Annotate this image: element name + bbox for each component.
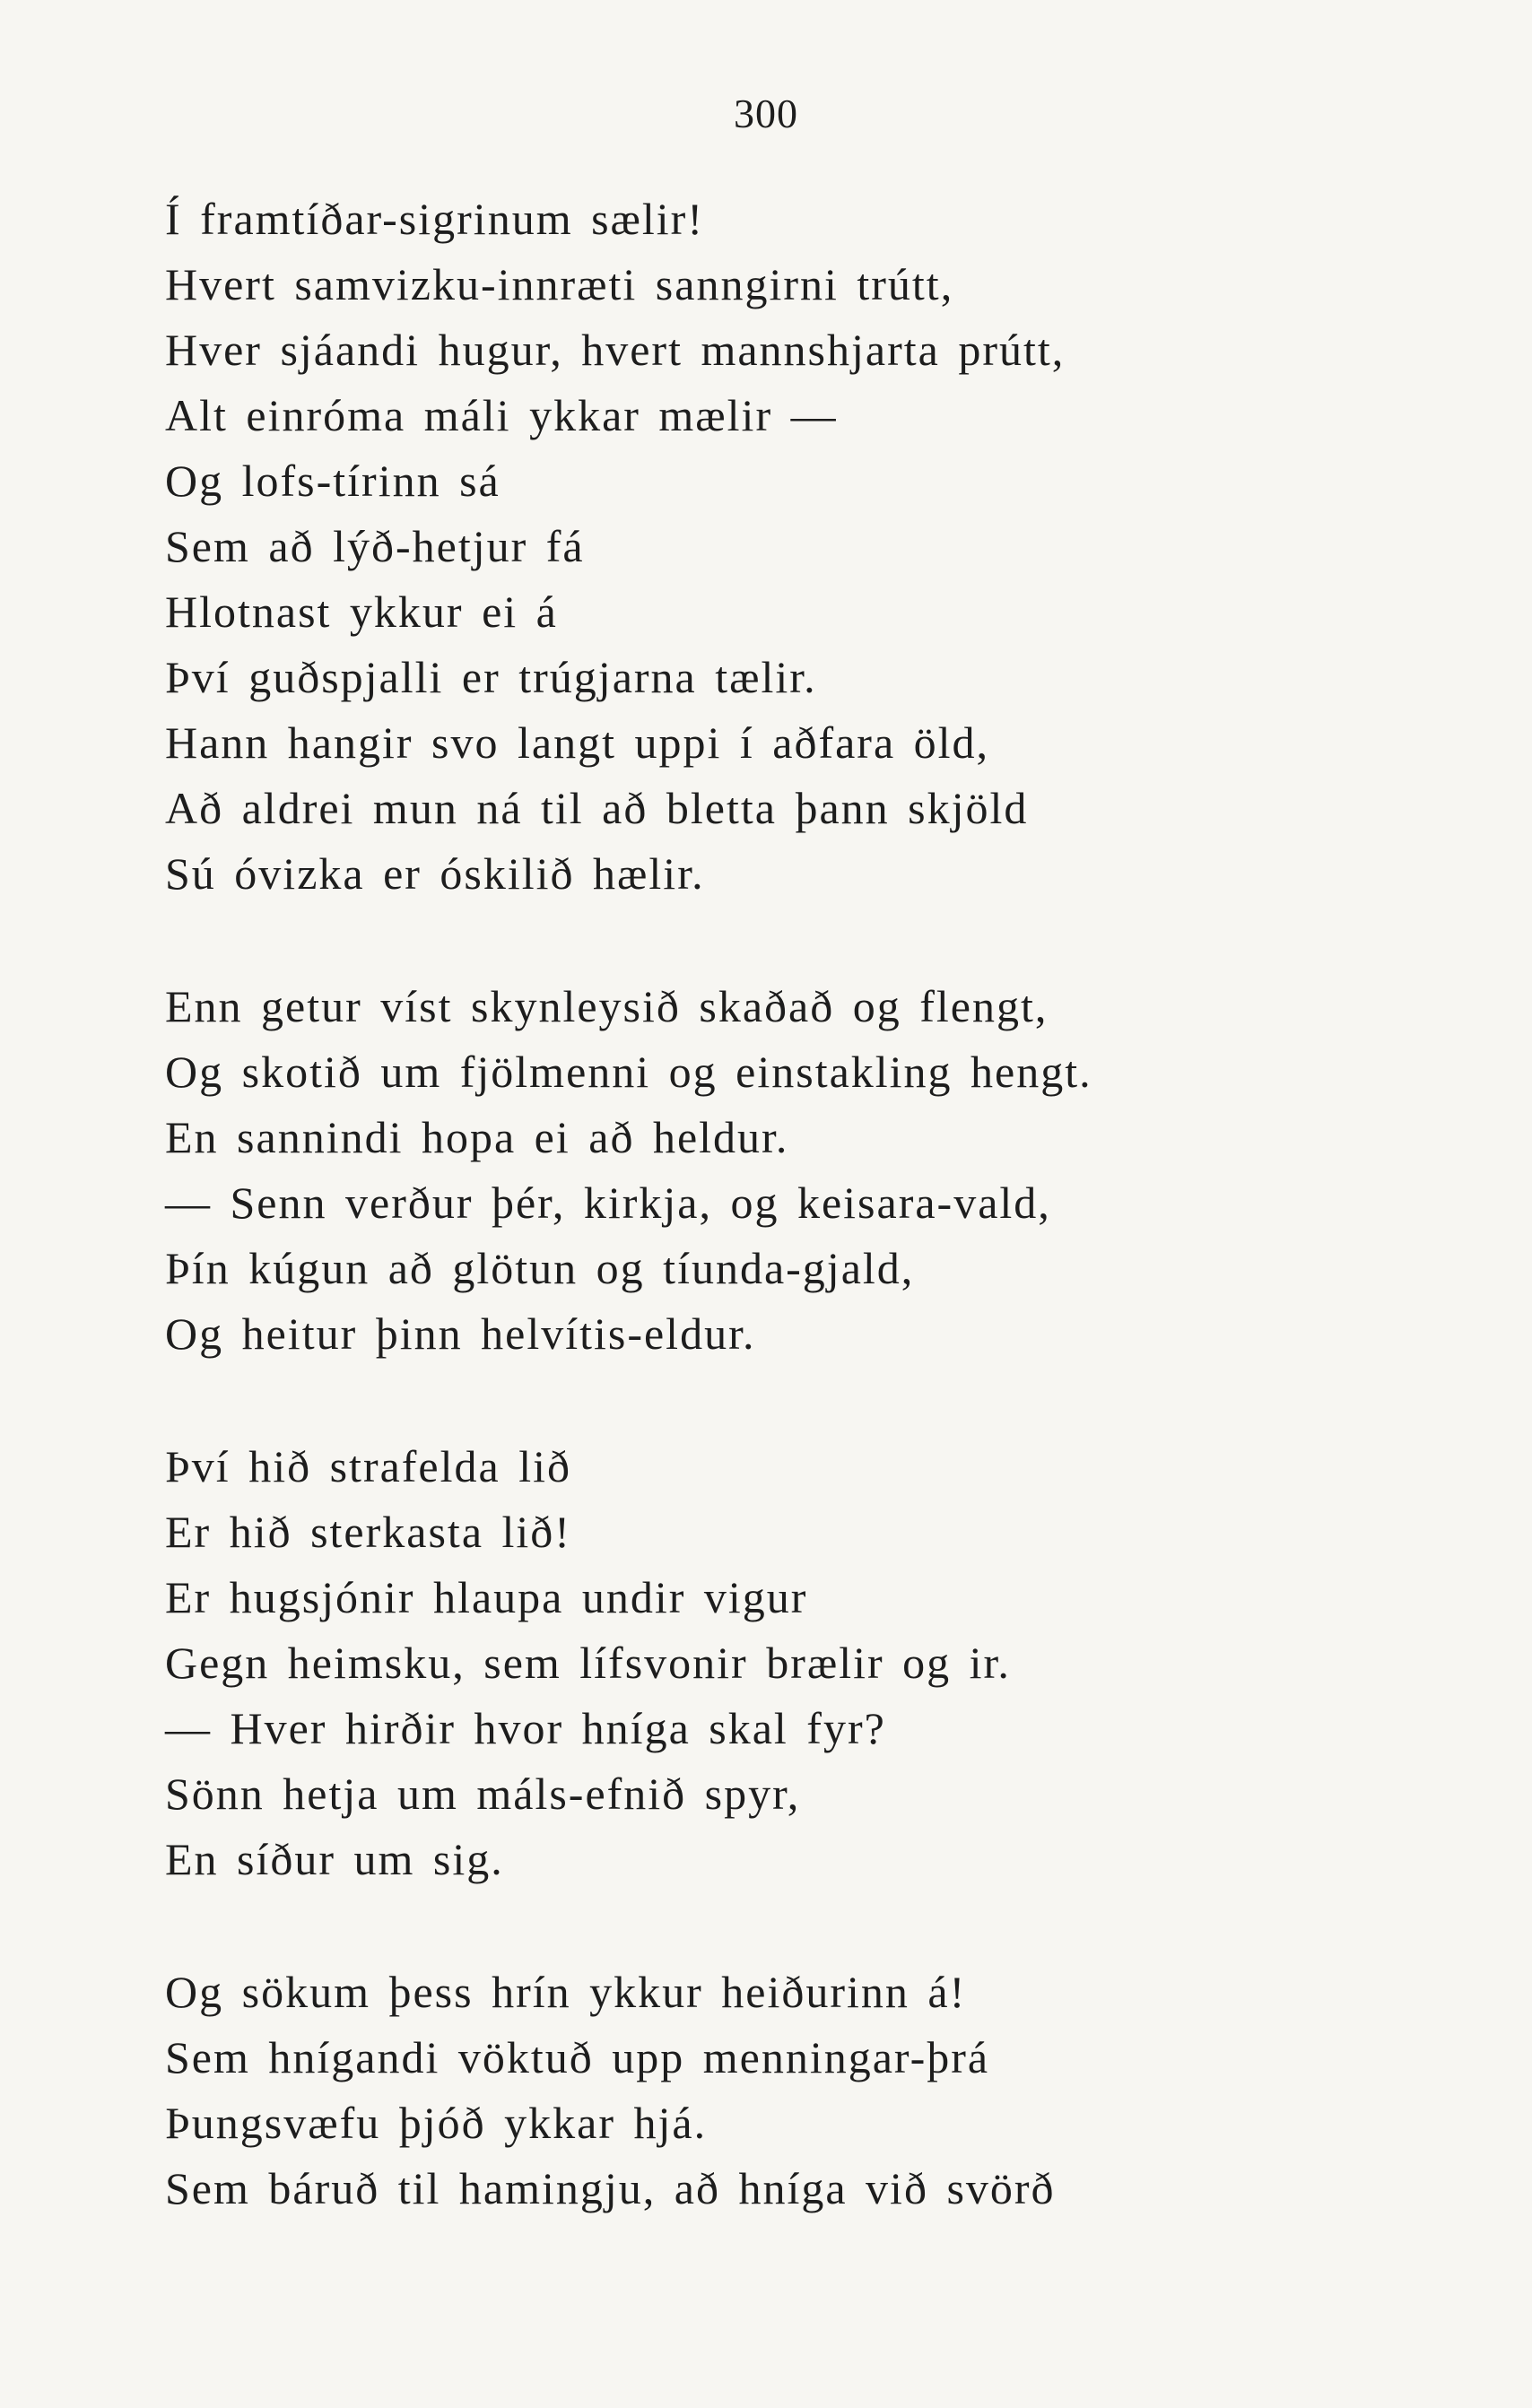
poem-line: Sönn hetja um máls-efnið spyr, [165,1769,801,1819]
poem-line: Hver sjáandi hugur, hvert mannshjarta prútt, [165,325,1066,375]
page-number: 300 [734,91,798,136]
poem-line: Alt einróma máli ykkar mælir — [165,390,838,440]
stanza-2 [165,974,1421,1367]
poem-line: Og sökum þess hrín ykkur heiðurinn á! [165,1967,967,2017]
poem-line: Í framtíðar-sigrinum sælir! [165,194,704,244]
poem-line: En síður um sig. [165,1834,504,1884]
poem-line: Hann hangir svo langt uppi í aðfara öld, [165,717,990,768]
poem-line: Og lofs-tírinn sá [165,456,501,506]
poem-line: Því guðspjalli er trúgjarna tælir. [165,652,817,702]
stanza-3 [165,1434,1421,1892]
poem-line: Að aldrei mun ná til að bletta þann skjöld [165,783,1029,833]
poem-line: Þungsvæfu þjóð ykkar hjá. [165,2098,708,2148]
poem-line: Er hugsjónir hlaupa undir vigur [165,1572,808,1622]
poem-line: Sem að lýð-hetjur fá [165,521,585,571]
poem [165,187,1421,2289]
poem-line: Hvert samvizku-innræti sanngirni trútt, [165,259,954,309]
poem-line: Og heitur þinn helvítis-eldur. [165,1308,756,1359]
poem-line: — Hver hirðir hvor hníga skal fyr? [165,1703,886,1753]
poem-line: Gegn heimsku, sem lífsvonir brælir og ir. [165,1638,1011,1688]
stanza-4 [165,1960,1421,2221]
poem-line: Sem hnígandi vöktuð upp menningar-þrá [165,2032,990,2082]
poem-line: Því hið strafelda lið [165,1441,571,1491]
poem-line: Er hið sterkasta lið! [165,1507,571,1557]
poem-line: Sem báruð til hamingju, að hníga við svörð [165,2163,1056,2213]
stanza-1 [165,187,1421,907]
poem-line: Þín kúgun að glötun og tíunda-gjald, [165,1243,915,1293]
poem-line: Sú óvizka er óskilið hælir. [165,848,705,899]
poem-line: Enn getur víst skynleysið skaðað og flengt, [165,981,1049,1031]
poem-line: Hlotnast ykkur ei á [165,587,558,637]
poem-line: Og skotið um fjölmenni og einstakling hengt. [165,1047,1092,1097]
poem-line: — Senn verður þér, kirkja, og keisara-vald, [165,1178,1051,1228]
poem-line: En sannindi hopa ei að heldur. [165,1112,789,1162]
